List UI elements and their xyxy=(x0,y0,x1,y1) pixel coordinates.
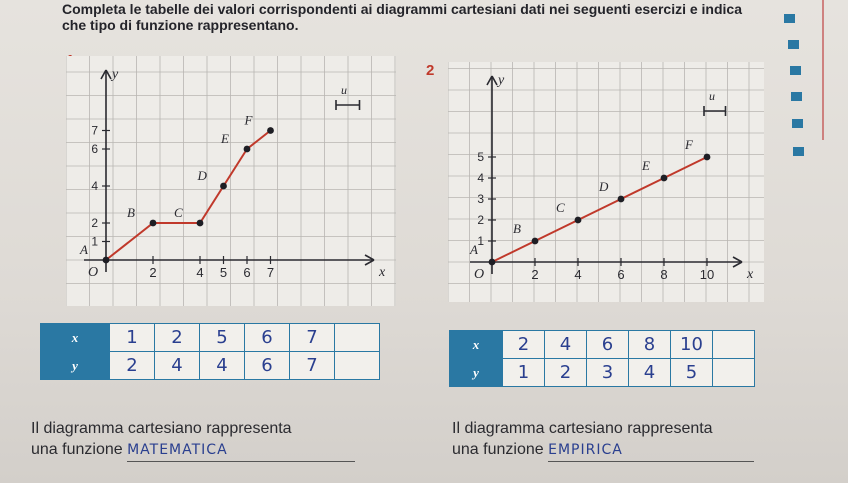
answer-1: MATEMATICA xyxy=(127,442,228,458)
x-axis-label: x xyxy=(747,267,754,282)
table-1-y-cell[interactable]: 4 xyxy=(200,352,245,380)
y-tick-label: 2 xyxy=(477,213,484,227)
table-1-x-cell[interactable]: 1 xyxy=(110,324,155,352)
caption-1-line2: una funzione xyxy=(31,441,123,458)
graph-point-a xyxy=(489,259,496,266)
graph-point-f xyxy=(267,127,274,134)
caption-2 xyxy=(452,418,754,462)
graph-point-f xyxy=(704,154,711,161)
answer-field-1[interactable] xyxy=(127,439,355,462)
graph-2-svg xyxy=(448,62,764,302)
y-tick-label: 1 xyxy=(91,234,98,249)
table-2-x-header: x xyxy=(450,331,503,359)
y-tick-label: 4 xyxy=(477,171,484,185)
table-2-y-cell[interactable]: 3 xyxy=(587,359,629,387)
exercise-number-2: 2 xyxy=(426,62,435,79)
table-1-y-header: y xyxy=(41,352,110,380)
point-label-b: B xyxy=(513,221,521,236)
table-2-x-cell[interactable]: 8 xyxy=(629,331,671,359)
table-2-row-y xyxy=(450,359,755,387)
point-label-b: B xyxy=(127,205,135,220)
table-1-y-cell[interactable]: 7 xyxy=(290,352,335,380)
graph-point-b xyxy=(532,238,539,245)
x-tick-label: 8 xyxy=(660,267,668,282)
cartesian-graph-1 xyxy=(66,56,396,306)
cartesian-graph-2 xyxy=(448,62,764,302)
table-2-x-cell[interactable]: 6 xyxy=(587,331,629,359)
y-tick-label: 6 xyxy=(91,142,98,156)
graph-point-d xyxy=(220,183,227,190)
point-label-e: E xyxy=(221,131,229,146)
table-1-row-x xyxy=(41,324,380,352)
caption-1 xyxy=(31,418,355,462)
point-label-a: A xyxy=(470,242,478,257)
answer-field-2[interactable] xyxy=(548,439,754,462)
point-label-c: C xyxy=(556,200,565,215)
y-tick-label: 7 xyxy=(91,123,98,138)
table-1-y-cell[interactable]: 2 xyxy=(110,352,155,380)
point-label-f: F xyxy=(685,137,693,152)
x-tick-label: 4 xyxy=(574,267,582,282)
x-tick-label: 6 xyxy=(617,267,625,282)
caption-2-line2: una funzione xyxy=(452,441,544,458)
point-label-d: D xyxy=(599,179,609,194)
x-tick-label: 10 xyxy=(699,267,715,282)
answer-2: EMPIRICA xyxy=(548,442,623,458)
point-label-d: D xyxy=(197,168,207,183)
y-tick-label: 5 xyxy=(477,150,484,164)
exercise-instruction: Completa le tabelle dei valori corrispondenti ai diagrammi cartesiani dati nei seguenti esercizi e indica che tipo di funzione rappresentano. xyxy=(62,1,742,33)
table-2-x-cell[interactable]: 2 xyxy=(503,331,545,359)
y-axis-label: y xyxy=(498,73,505,88)
table-1-x-cell[interactable]: 2 xyxy=(155,324,200,352)
table-2-x-cell[interactable]: 4 xyxy=(545,331,587,359)
x-tick-label: 4 xyxy=(196,265,204,280)
table-1-y-cell[interactable] xyxy=(335,352,380,380)
x-axis-label: x xyxy=(379,265,386,280)
origin-label: O xyxy=(474,267,485,282)
y-tick-label: 4 xyxy=(91,179,98,193)
table-2-y-header: y xyxy=(450,359,503,387)
x-tick-label: 2 xyxy=(531,267,539,282)
graph-point-e xyxy=(244,146,251,153)
table-1-row-y xyxy=(41,352,380,380)
table-2-y-cell[interactable]: 1 xyxy=(503,359,545,387)
table-2-x-cell[interactable] xyxy=(713,331,755,359)
unit-label: u xyxy=(341,83,347,97)
y-tick-label: 3 xyxy=(477,192,484,206)
table-1-x-cell[interactable] xyxy=(335,324,380,352)
origin-label: O xyxy=(88,265,99,280)
table-1-y-cell[interactable]: 6 xyxy=(245,352,290,380)
point-label-a: A xyxy=(80,242,88,257)
table-2-y-cell[interactable]: 2 xyxy=(545,359,587,387)
table-1-y-cell[interactable]: 4 xyxy=(155,352,200,380)
caption-2-line1: Il diagramma cartesiano rappresenta xyxy=(452,420,713,437)
x-tick-label: 5 xyxy=(219,265,228,280)
x-tick-label: 7 xyxy=(266,265,275,280)
values-table-1 xyxy=(40,323,380,380)
table-2-y-cell[interactable]: 4 xyxy=(629,359,671,387)
table-2-y-cell[interactable] xyxy=(713,359,755,387)
graph-point-d xyxy=(618,196,625,203)
table-2-x-cell[interactable]: 10 xyxy=(671,331,713,359)
x-tick-label: 2 xyxy=(149,265,157,280)
x-tick-label: 6 xyxy=(243,265,251,280)
graph-point-e xyxy=(661,175,668,182)
point-label-e: E xyxy=(642,158,650,173)
table-1-x-cell[interactable]: 5 xyxy=(200,324,245,352)
graph-point-c xyxy=(575,217,582,224)
graph-point-c xyxy=(197,220,204,227)
table-1-x-cell[interactable]: 6 xyxy=(245,324,290,352)
table-2-y-cell[interactable]: 5 xyxy=(671,359,713,387)
y-tick-label: 1 xyxy=(477,234,484,248)
margin-marks xyxy=(784,12,824,172)
table-1-x-cell[interactable]: 7 xyxy=(290,324,335,352)
values-table-2 xyxy=(449,330,755,387)
point-label-f: F xyxy=(244,112,253,128)
point-label-c: C xyxy=(174,205,183,220)
table-2-row-x xyxy=(450,331,755,359)
y-tick-label: 2 xyxy=(91,216,98,230)
caption-1-line1: Il diagramma cartesiano rappresenta xyxy=(31,420,292,437)
graph-point-a xyxy=(103,257,110,264)
graph-point-b xyxy=(150,220,157,227)
table-1-x-header: x xyxy=(41,324,110,352)
y-axis-label: y xyxy=(112,67,119,82)
graph-1-svg xyxy=(66,56,396,306)
unit-label: u xyxy=(709,89,715,103)
